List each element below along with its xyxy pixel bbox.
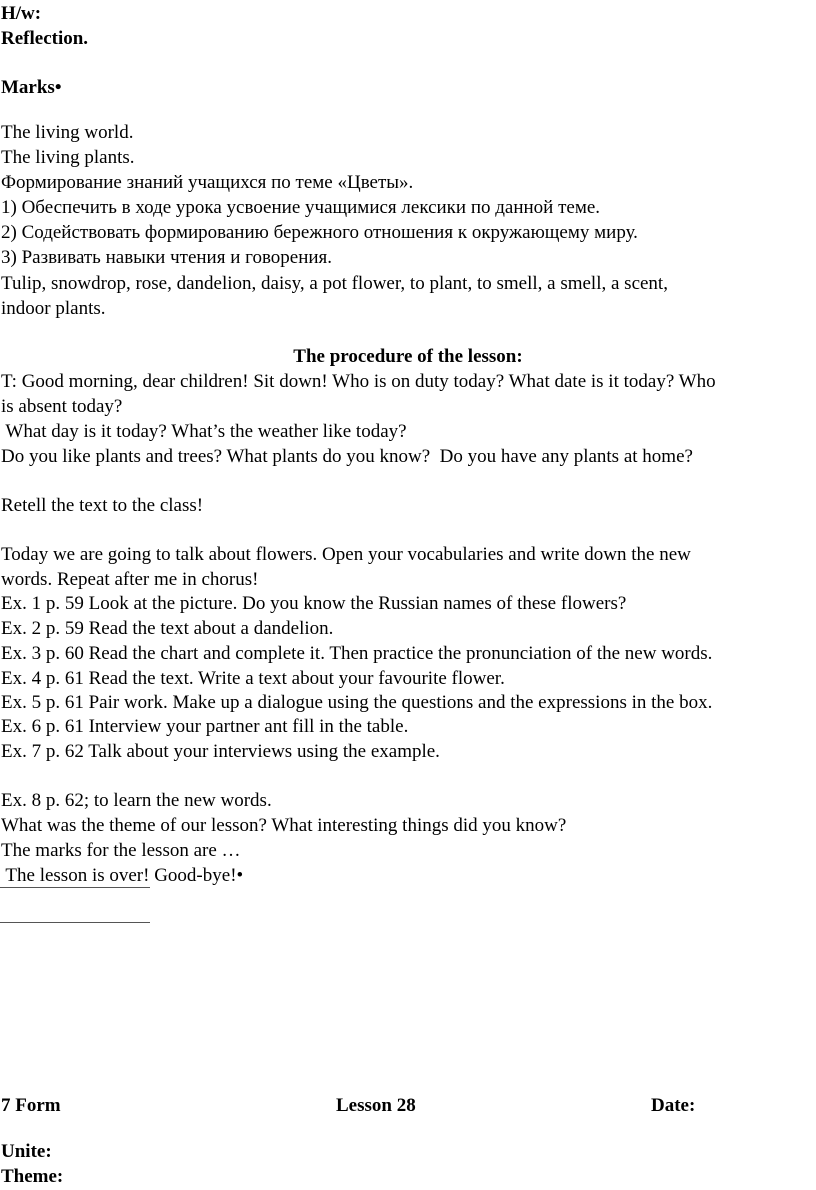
procedure-line: The marks for the lesson are … [1, 840, 241, 861]
procedure-line: Ex. 8 p. 62; to learn the new words. [1, 790, 272, 811]
procedure-line: is absent today? [1, 396, 123, 417]
topic-line: The living world. [1, 122, 134, 143]
exercise-line: Ex. 2 p. 59 Read the text about a dandelion. [1, 618, 334, 639]
procedure-line: What was the theme of our lesson? What interesting things did you know? [1, 815, 567, 836]
procedure-line: T: Good morning, dear children! Sit down! Who is on duty today? What date is it today? Who [1, 371, 716, 392]
exercise-line: Ex. 3 p. 60 Read the chart and complete it. Then practice the pronunciation of the new words. [1, 643, 713, 664]
homework-label: H/w: [1, 3, 42, 24]
homework-task: Reflection. [1, 28, 89, 49]
goal-line: 3) Развивать навыки чтения и говорения. [1, 247, 333, 268]
vocabulary-line: indoor plants. [1, 298, 106, 319]
goal-line: 2) Содействовать формированию бережного отношения к окружающему миру. [1, 222, 638, 243]
procedure-line: words. Repeat after me in chorus! [1, 569, 259, 590]
procedure-line: What day is it today? What’s the weather like today? [1, 421, 407, 442]
vocabulary-line: Tulip, snowdrop, rose, dandelion, daisy, a pot flower, to plant, to smell, a smell, a scent, [1, 273, 668, 294]
unite-label: Unite: [1, 1141, 52, 1162]
exercise-line: Ex. 1 p. 59 Look at the picture. Do you know the Russian names of these flowers? [1, 593, 627, 614]
topic-line: The living plants. [1, 147, 135, 168]
exercise-line: Ex. 5 p. 61 Pair work. Make up a dialogue using the questions and the expressions in the box. [1, 692, 713, 713]
exercise-line: Ex. 6 p. 61 Interview your partner ant fill in the table. [1, 716, 409, 737]
goal-line: 1) Обеспечить в ходе урока усвоение учащимися лексики по данной теме. [1, 197, 601, 218]
marks-label: Marks• [1, 77, 62, 98]
date-label: Date: [651, 1095, 696, 1116]
aim-line: Формирование знаний учащихся по теме «Цветы». [1, 172, 414, 193]
footnote-separator [0, 887, 150, 888]
exercise-line: Ex. 7 p. 62 Talk about your interviews using the example. [1, 741, 440, 762]
theme-label: Theme: [1, 1166, 64, 1187]
procedure-line: Today we are going to talk about flowers. Open your vocabularies and write down the new [1, 544, 691, 565]
procedure-title: The procedure of the lesson: [293, 346, 523, 367]
procedure-line: The lesson is over! Good-bye!• [1, 865, 244, 886]
procedure-line: Do you like plants and trees? What plants do you know? Do you have any plants at home? [1, 446, 693, 467]
exercise-line: Ex. 4 p. 61 Read the text. Write a text about your favourite flower. [1, 668, 505, 689]
procedure-line: Retell the text to the class! [1, 495, 204, 516]
footnote-separator [0, 922, 150, 923]
lesson-label: Lesson 28 [336, 1095, 416, 1116]
form-label: 7 Form [1, 1095, 61, 1116]
